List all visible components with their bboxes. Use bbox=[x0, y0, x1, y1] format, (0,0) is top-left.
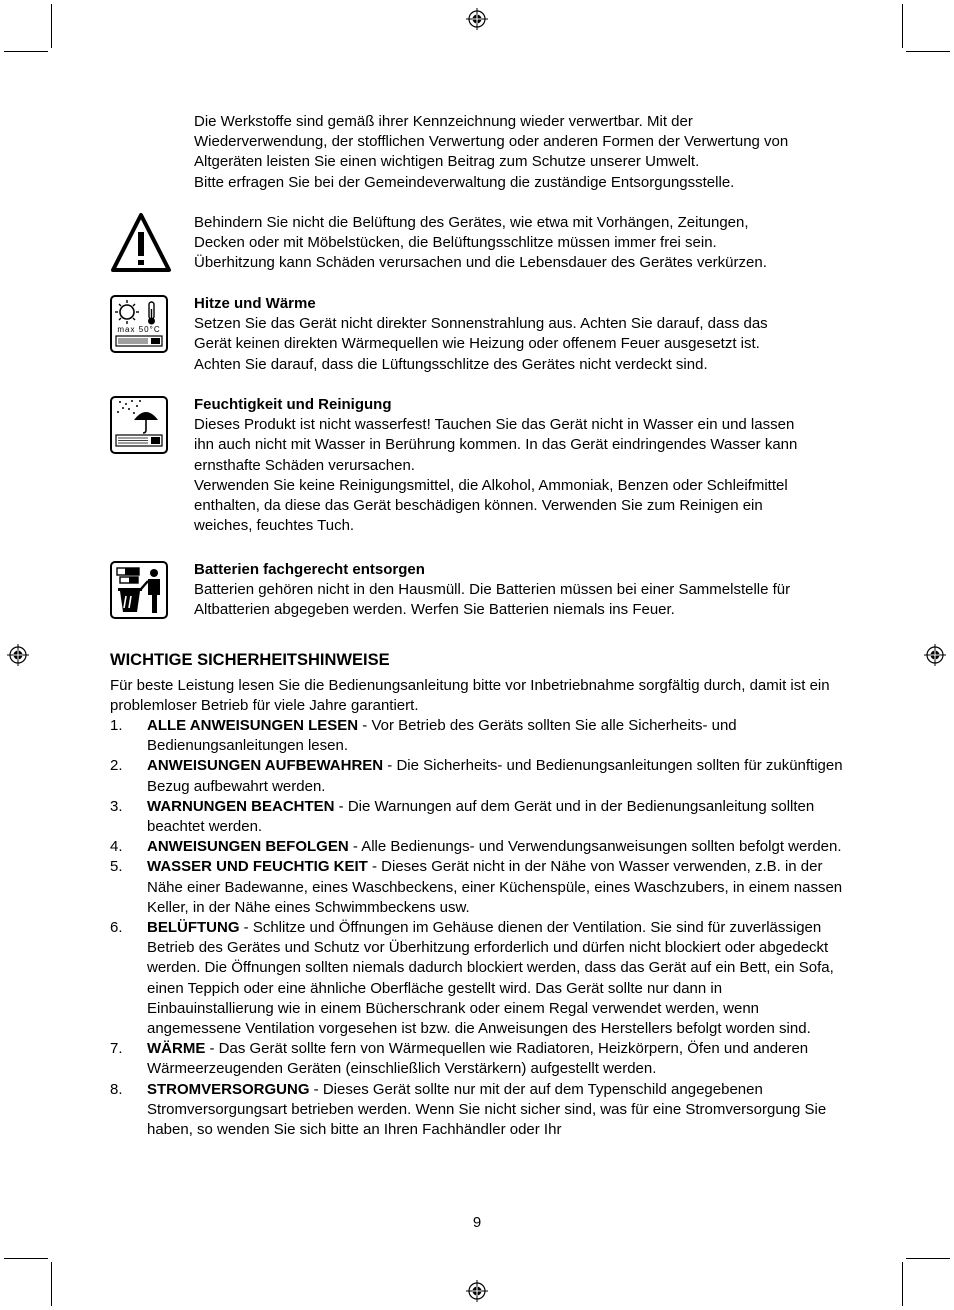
list-item bbox=[110, 918, 850, 1039]
text-line: enthalten, da diese das Gerät beschädigen können. Verwenden Sie zum Reinigen ein bbox=[194, 497, 763, 515]
item-title: WASSER UND FEUCHTIG KEIT bbox=[147, 858, 368, 876]
list-item bbox=[110, 1080, 850, 1141]
text-line: Batterien gehören nicht in den Hausmüll. Die Batterien müssen bei einer Sammelstelle für bbox=[194, 581, 791, 599]
text-line: weiches, feuchtes Tuch. bbox=[194, 517, 355, 535]
section-title: Hitze und Wärme bbox=[194, 295, 316, 312]
item-text: - Dieses Gerät nicht in der Nähe von Wasser verwenden, z.B. in der Nähe einer Badewanne, eines Waschbeckens, einer Küchenspüle, eines Waschzubers, in einem nassen Keller, in der Nähe eines Schwimmbeckens usw. bbox=[147, 858, 843, 916]
text-line: Verwenden Sie keine Reinigungsmittel, die Alkohol, Ammoniak, Benzen oder Schleifmittel bbox=[194, 476, 788, 494]
item-number: 5. bbox=[110, 858, 123, 876]
crop-mark bbox=[4, 51, 48, 52]
text-line: ernsthafte Schäden verursachen. bbox=[194, 456, 415, 474]
crop-mark bbox=[902, 1262, 903, 1306]
safety-list bbox=[110, 716, 850, 1140]
text-line: Dieses Produkt ist nicht wasserfest! Tauchen Sie das Gerät nicht in Wasser ein und lassen bbox=[194, 416, 795, 434]
item-number: 1. bbox=[110, 717, 123, 734]
text-line: ihn auch nicht mit Wasser in Berührung kommen. In das Gerät eindringendes Wasser kann bbox=[194, 436, 798, 454]
moisture-section bbox=[194, 395, 854, 536]
safety-intro: Für beste Leistung lesen Sie die Bedienungsanleitung bitte vor Inbetriebnahme sorgfältig durch, damit ist ein problemloser Betrieb für viele Jahre garantiert. bbox=[110, 677, 830, 715]
text-line: Gerät keinen direkten Wärmequellen wie Heizung oder offenem Feuer ausgesetzt ist. bbox=[194, 335, 760, 353]
list-item bbox=[110, 1039, 850, 1079]
battery-disposal-icon bbox=[110, 561, 168, 619]
item-title: WARNUNGEN BEACHTEN bbox=[147, 797, 335, 815]
crop-mark bbox=[906, 51, 950, 52]
batteries-section bbox=[194, 560, 854, 621]
text-line: Altbatterien abgegeben werden. Werfen Sie Batterien niemals ins Feuer. bbox=[194, 601, 675, 619]
text-line: Setzen Sie das Gerät nicht direkter Sonnenstrahlung aus. Achten Sie darauf, dass das bbox=[194, 315, 768, 333]
text-line: Überhitzung kann Schäden verursachen und die Lebensdauer des Gerätes verkürzen. bbox=[194, 254, 767, 272]
heat-icon-label: max 50°C bbox=[117, 325, 161, 334]
registration-mark-icon bbox=[7, 644, 29, 666]
item-title: ANWEISUNGEN AUFBEWAHREN bbox=[147, 757, 384, 775]
crop-mark bbox=[902, 4, 903, 48]
text-line: Behindern Sie nicht die Belüftung des Gerätes, wie etwa mit Vorhängen, Zeitungen, bbox=[194, 214, 749, 231]
page-number: 9 bbox=[472, 1214, 482, 1231]
item-number: 3. bbox=[110, 797, 123, 815]
text-line: Achten Sie darauf, dass die Lüftungsschlitze des Gerätes nicht verdeckt sind. bbox=[194, 355, 708, 373]
item-title: ANWEISUNGEN BEFOLGEN bbox=[147, 838, 349, 856]
item-text: - Die Sicherheits- und Bedienungsanleitungen sollten für zukünftigen Bezug aufbewahrt werden. bbox=[147, 757, 843, 795]
text-line: Altgeräten leisten Sie einen wichtigen Beitrag zum Schutze unserer Umwelt. bbox=[194, 153, 700, 171]
list-item bbox=[110, 837, 850, 857]
text-line: Wiederverwendung, der stofflichen Verwertung oder anderen Formen der Verwertung von bbox=[194, 133, 789, 151]
crop-mark bbox=[51, 4, 52, 48]
item-text: - Dieses Gerät sollte nur mit der auf dem Typenschild angegebenen Stromversorgungsart betrieben werden. Wenn Sie nicht sicher sind, was für eine Stromversorgung Sie haben, so wenden Sie sich bitte an Ihren Fachhändler oder Ihr bbox=[147, 1080, 827, 1139]
text-line: Decken oder mit Möbelstücken, die Belüftungsschlitze müssen immer frei sein. bbox=[194, 234, 717, 252]
crop-mark bbox=[51, 1262, 52, 1306]
crop-mark bbox=[4, 1258, 48, 1259]
item-text: - Alle Bedienungs- und Verwendungsanweisungen sollten befolgt werden. bbox=[348, 838, 842, 856]
recycling-paragraph bbox=[194, 112, 854, 193]
item-text: - Das Gerät sollte fern von Wärmequellen wie Radiatoren, Heizkörpern, Öfen und anderen Wärmeerzeugenden Geräten (einschließlich Verstärkern) aufgestellt werden. bbox=[147, 1040, 809, 1078]
rain-umbrella-icon bbox=[110, 396, 168, 454]
section-title: Batterien fachgerecht entsorgen bbox=[194, 561, 425, 578]
item-text: - Die Warnungen auf dem Gerät und in der Bedienungsanleitung sollten beachtet werden. bbox=[147, 797, 815, 836]
item-number: 8. bbox=[110, 1080, 123, 1098]
list-item bbox=[110, 797, 850, 837]
text-line: Die Werkstoffe sind gemäß ihrer Kennzeichnung wieder verwertbar. Mit der bbox=[194, 113, 693, 130]
list-item bbox=[110, 716, 850, 756]
item-title: WÄRME bbox=[147, 1040, 206, 1058]
warning-triangle-icon bbox=[110, 212, 172, 272]
item-title: ALLE ANWEISUNGEN LESEN bbox=[147, 717, 359, 734]
ventilation-warning-paragraph bbox=[194, 213, 854, 274]
text-line: Bitte erfragen Sie bei der Gemeindeverwaltung die zuständige Entsorgungsstelle. bbox=[194, 173, 735, 191]
safety-heading: WICHTIGE SICHERHEITSHINWEISE bbox=[110, 651, 390, 669]
crop-mark bbox=[906, 1258, 950, 1259]
item-number: 4. bbox=[110, 838, 123, 856]
item-number: 2. bbox=[110, 757, 123, 775]
item-number: 7. bbox=[110, 1040, 123, 1058]
heat-max-50c-icon bbox=[110, 295, 168, 353]
item-number: 6. bbox=[110, 919, 123, 937]
heat-section bbox=[194, 294, 854, 375]
item-title: STROMVERSORGUNG bbox=[147, 1080, 310, 1098]
registration-mark-icon bbox=[466, 1280, 488, 1302]
list-item bbox=[110, 857, 850, 918]
item-text: - Vor Betrieb des Geräts sollten Sie alle Sicherheits- und Bedienungsanleitungen lesen. bbox=[147, 717, 737, 755]
registration-mark-icon bbox=[924, 644, 946, 666]
item-text: - Schlitze und Öffnungen im Gehäuse dienen der Ventilation. Sie sind für zuverlässigen Betrieb des Gerätes und Schutz vor Überhitzung erforderlich und dürfen nicht blockiert oder abgedeckt werden. Die Öffnungen sollten niemals dadurch blockiert werden, dass das Gerät auf ein Bett, ein Sofa, einen Teppich oder eine ähnliche Oberfläche gestellt wird. Das Gerät sollte nur dann in Einbauinstallierung wie in einem Bücherschrank oder einem Regal verwendet werden, wenn angemessene Ventilation vorgesehen ist bzw. die Anweisungen des Herstellers befolgt worden sind. bbox=[147, 919, 834, 1038]
item-title: BELÜFTUNG bbox=[147, 919, 240, 937]
list-item bbox=[110, 756, 850, 796]
registration-mark-icon bbox=[466, 8, 488, 30]
section-title: Feuchtigkeit und Reinigung bbox=[194, 396, 392, 413]
